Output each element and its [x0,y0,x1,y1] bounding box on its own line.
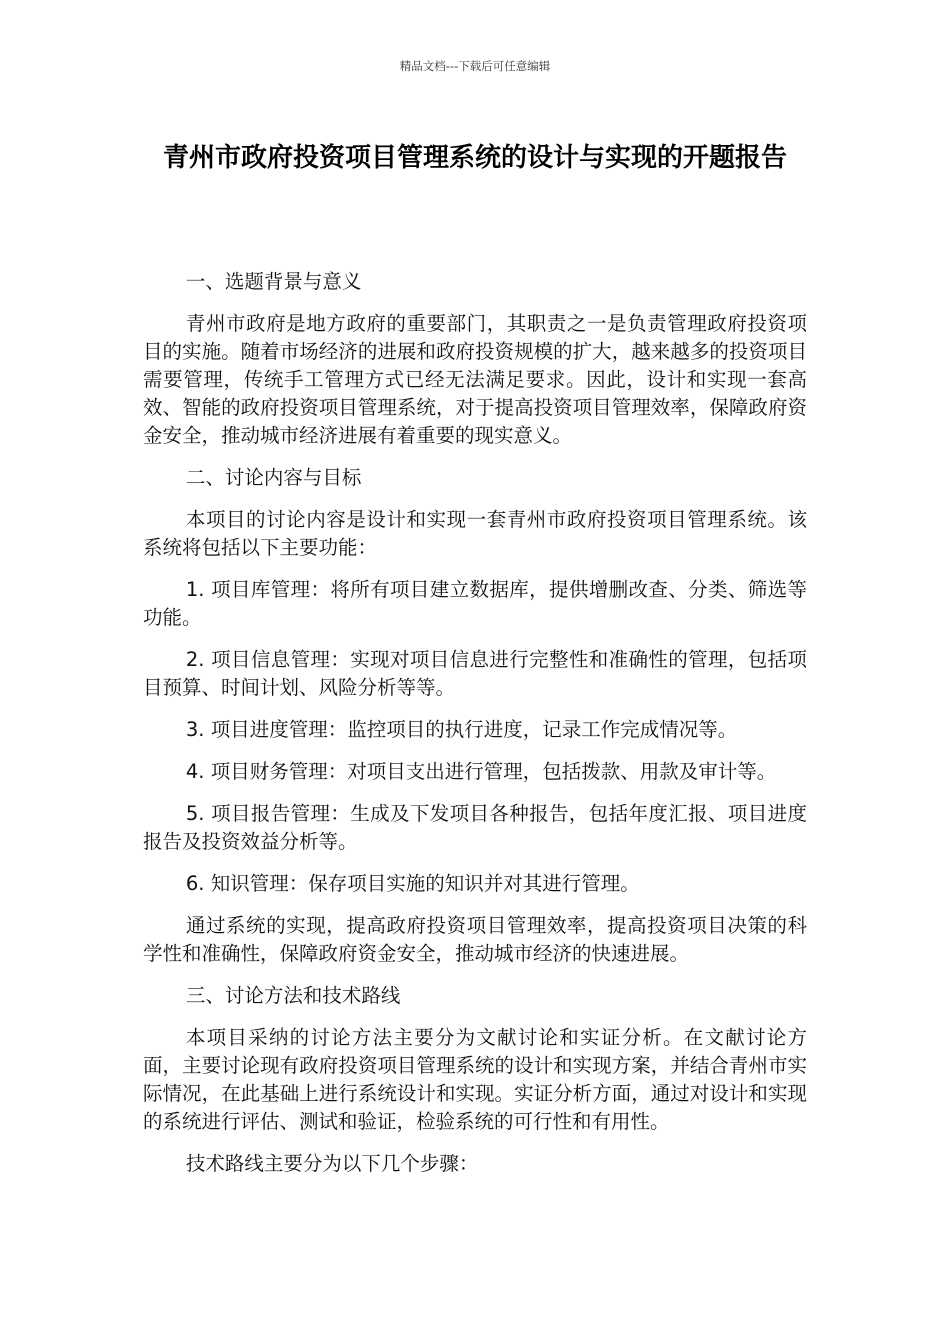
paragraph-methods: 本项目采纳的讨论方法主要分为文献讨论和实证分析。在文献讨论方面，主要讨论现有政府投资项目管理系统的设计和实现方案，并结合青州市实际情况，在此基础上进行系统设计和实现。实证分析方面，通过对设计和实现的系统进行评估、测试和验证，检验系统的可行性和有用性。 [143,1026,807,1133]
list-item-project-report: 5. 项目报告管理：生成及下发项目各种报告，包括年度汇报、项目进度报告及投资效益分析等。 [143,802,807,853]
document-body [143,268,807,1192]
paragraph-background: 青州市政府是地方政府的重要部门，其职责之一是负责管理政府投资项目的实施。随着市场经济的进展和政府投资规模的扩大，越来越多的投资项目需要管理，传统手工管理方式已经无法满足要求。因此，设计和实现一套高效、智能的政府投资项目管理系统，对于提高投资项目管理效率，保障政府资金安全，推动城市经济进展有着重要的现实意义。 [143,312,807,447]
list-item-project-info: 2. 项目信息管理：实现对项目信息进行完整性和准确性的管理，包括项目预算、时间计划、风险分析等等。 [143,648,807,699]
document-title: 青州市政府投资项目管理系统的设计与实现的开题报告 [162,143,787,173]
paragraph-content-intro: 本项目的讨论内容是设计和实现一套青州市政府投资项目管理系统。该系统将包括以下主要功能： [143,508,807,559]
section-heading-background: 一、选题背景与意义 [185,270,362,293]
paragraph-goals-summary: 通过系统的实现，提高政府投资项目管理效率，提高投资项目决策的科学性和准确性，保障政府资金安全，推动城市经济的快速进展。 [143,914,807,965]
list-item-knowledge: 6. 知识管理：保存项目实施的知识并对其进行管理。 [185,872,640,895]
section-heading-methods: 三、讨论方法和技术路线 [185,984,401,1007]
paragraph-tech-route: 技术路线主要分为以下几个步骤： [185,1152,479,1175]
list-item-project-finance: 4. 项目财务管理：对项目支出进行管理，包括拨款、用款及审计等。 [185,760,777,783]
page-header-note: 精品文档---下载后可任意编辑 [399,59,551,73]
section-heading-content-goals: 二、讨论内容与目标 [185,466,362,489]
list-item-project-progress: 3. 项目进度管理：监控项目的执行进度，记录工作完成情况等。 [185,718,738,741]
list-item-project-library: 1. 项目库管理：将所有项目建立数据库，提供增删改查、分类、筛选等功能。 [143,578,807,629]
